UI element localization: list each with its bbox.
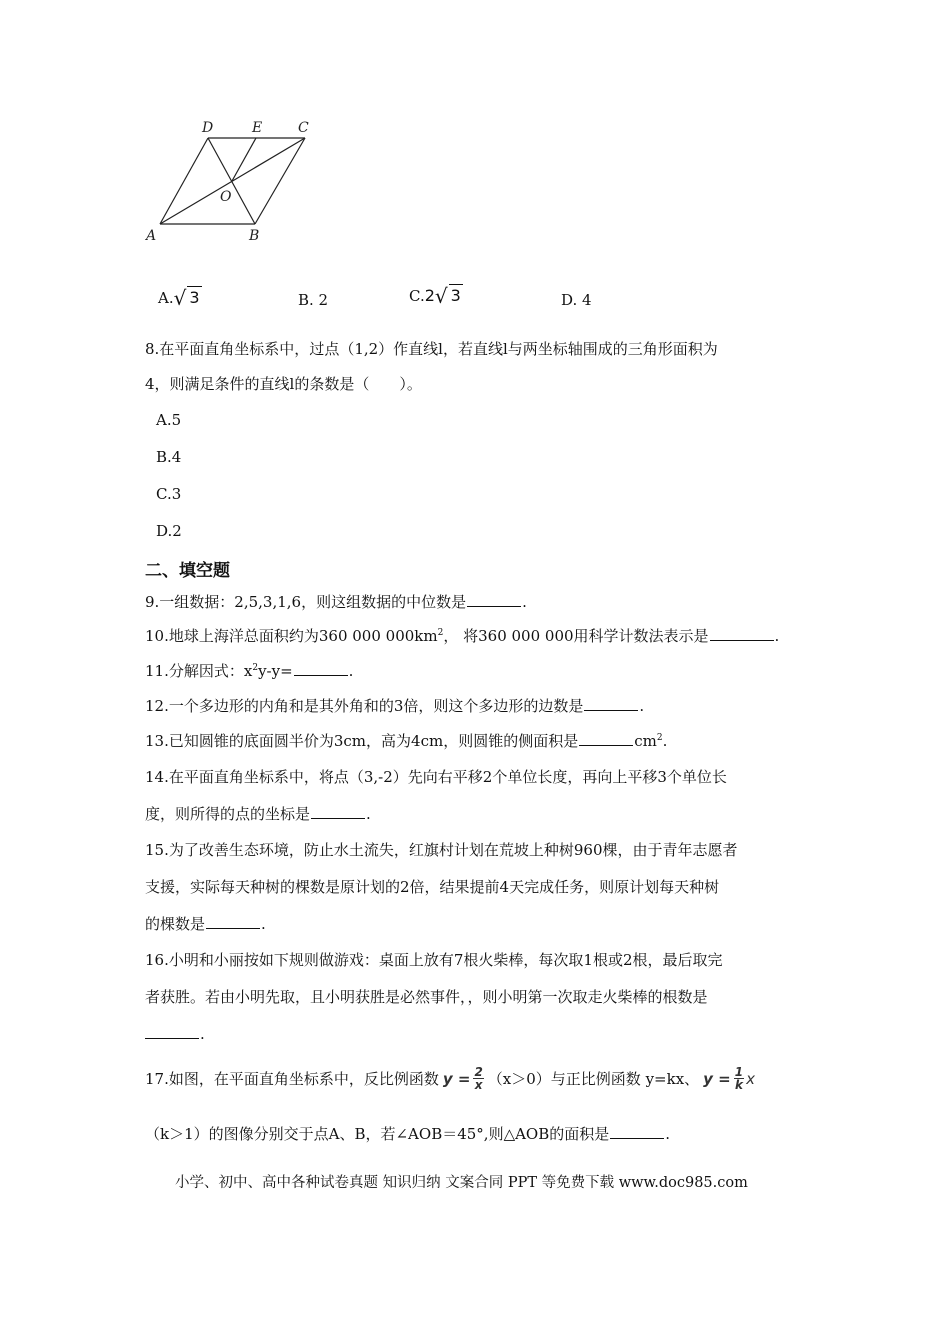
answer-blank [610, 1124, 664, 1139]
q9: 9.一组数据：2,5,3,1,6，则这组数据的中位数是 . [145, 593, 527, 611]
answer-blank [294, 661, 348, 676]
answer-blank [145, 1024, 199, 1039]
q14-line1: 14.在平面直角坐标系中，将点（3,-2）先向右平移2个单位长度，再向上平移3个单位长 [145, 768, 727, 786]
label-c: C [298, 120, 309, 136]
q7-option-a: A.√ 3 [158, 286, 200, 310]
sqrt-symbol: √ 3 [173, 286, 200, 310]
answer-blank [311, 804, 365, 819]
formula-inverse-proportion: y = $\frac{2}{x}$ [442, 1065, 483, 1092]
q7-option-c: C.2√ 3 [409, 284, 461, 308]
q17-line1: 17.如图，在平面直角坐标系中，反比例函数 y = $\frac{2}{x}$ （x＞0）与正比例函数 y=kx、 y = $\frac{1}{k}$ x [145, 1065, 755, 1092]
q15-line1: 15.为了改善生态环境，防止水土流失，红旗村计划在荒坡上种树960棵，由于青年志愿者 [145, 841, 738, 859]
q16-line1: 16.小明和小丽按如下规则做游戏：桌面上放有7根火柴棒，每次取1根或2根，最后取完 [145, 951, 723, 969]
q7-option-d: D. 4 [561, 291, 592, 309]
label-o: O [220, 189, 232, 205]
q7-option-b: B. 2 [298, 291, 329, 309]
formula-direct-proportion: y = $\frac{1}{k}$ x [703, 1065, 755, 1092]
sqrt-symbol: √ 3 [434, 284, 461, 308]
q12: 12.一个多边形的内角和是其外角和的3倍，则这个多边形的边数是 . [145, 697, 645, 715]
q16-line3: . [145, 1023, 205, 1045]
q8-line2: 4，则满足条件的直线l的条数是（ ）。 [145, 375, 422, 393]
q10: 10.地球上海洋总面积约为360 000 $000km^2$， 将360 000 000用科学计数法表示是 . [145, 627, 780, 645]
edge-ad [160, 138, 208, 224]
answer-blank [584, 696, 638, 711]
page-footer: 小学、初中、高中各种试卷真题 知识归纳 文案合同 PPT 等免费下载 www.doc985.com [175, 1175, 748, 1191]
section-title: 二、填空题 [145, 561, 230, 581]
answer-blank [206, 914, 260, 929]
q13: 13.已知圆锥的底面圆半价为3cm，高为4cm，则圆锥的侧面积是 $cm^2$. [145, 732, 668, 750]
answer-blank [467, 592, 521, 607]
q16-line2: 者获胜。若由小明先取，且小明获胜是必然事件，，则小明第一次取走火柴棒的根数是 [145, 988, 708, 1006]
label-d: D [202, 120, 214, 136]
q15-line3: 的棵数是 . [145, 915, 266, 933]
label-e: E [252, 120, 263, 136]
edge-bc [255, 138, 305, 224]
q8-line1: 8.在平面直角坐标系中，过点（1,2）作直线l，若直线l与两坐标轴围成的三角形面积为 [145, 340, 718, 358]
diagonal-bd [208, 138, 255, 224]
q15-line2: 支援，实际每天种树的棵数是原计划的2倍，结果提前4天完成任务，则原计划每天种树 [145, 878, 720, 896]
q17-line2: （k＞1）的图像分别交于点A、B，若∠AOB＝45°,则△AOB的面积是 . [145, 1125, 671, 1143]
label-b: B [249, 228, 260, 244]
q11: 11.分解因式：$x^2y-y=$ . [145, 662, 354, 680]
answer-blank [579, 731, 633, 746]
parallelogram-figure [140, 112, 330, 247]
answer-blank [710, 626, 774, 641]
q14-line2: 度，则所得的点的坐标是 . [145, 805, 371, 823]
q8-option-a: A.5 [156, 411, 182, 429]
q8-option-c: C.3 [156, 485, 182, 503]
label-a: A [146, 228, 157, 244]
q8-option-b: B.4 [156, 448, 182, 466]
q8-option-d: D.2 [156, 522, 182, 540]
